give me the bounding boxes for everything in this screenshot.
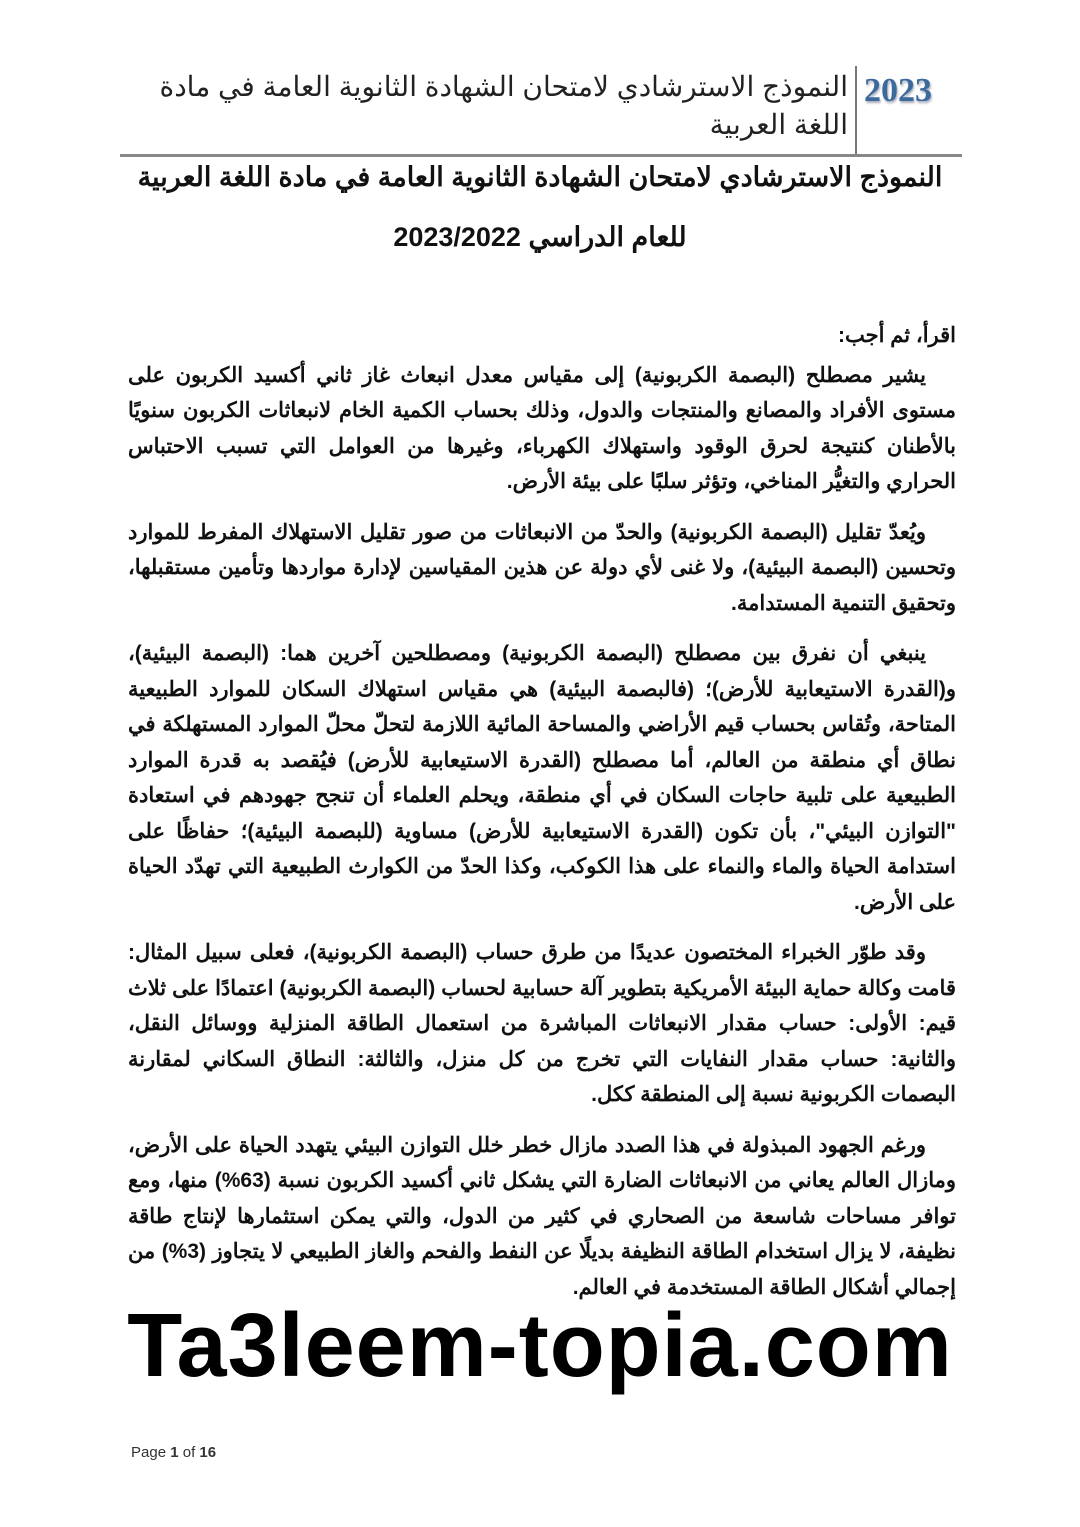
document-subtitle: للعام الدراسي 2023/2022 <box>393 222 687 252</box>
total-pages: 16 <box>199 1444 217 1461</box>
paragraph: يشير مصطلح (البصمة الكربونية) إلى مقياس معدل انبعاث غاز ثاني أكسيد الكربون على مستوى الأفراد والمصانع والمنتجات والدول، وذلك بحساب الكمية الخام لانبعاثات الكربون سنويًا بالأطنان كنتيجة لحرق الوقود واستهلاك الكهرباء، وغيرها من العوامل التي تسبب الاحتباس الحراري والتغيُّر المناخي، وتؤثر سلبًا على بيئة الأرض. <box>128 363 956 493</box>
header-divider <box>855 66 857 156</box>
header-year: 2023 <box>864 72 932 109</box>
paragraph: وقد طوّر الخبراء المختصون عديدًا من طرق حساب (البصمة الكربونية)، فعلى سبيل المثال: قامت وكالة حماية البيئة الأمريكية بتطوير آلة حسابية لحساب (البصمة الكربونية) اعتمادًا على ثلاث قيم: الأولى: حساب مقدار الانبعاثات المباشرة من استعمال الطاقة المنزلية ووسائل النقل، والثانية: حساب مقدار النفايات التي تخرج من كل منزل، والثالثة: النطاق السكاني لمقارنة البصمات الكربونية نسبة إلى المنطقة ككل. <box>128 941 956 1106</box>
of-label: of <box>182 1444 196 1461</box>
header-text: النموذج الاسترشادي لامتحان الشهادة الثانوية العامة في مادة اللغة العربية <box>159 71 848 140</box>
paragraph: ينبغي أن نفرق بين مصطلح (البصمة الكربونية) ومصطلحين آخرين هما: (البصمة البيئية)، و(القدرة الاستيعابية للأرض)؛ (فالبصمة البيئية) هي مقياس استهلاك السكان للموارد الطبيعية المتاحة، وتُقاس بحساب قيم الأراضي والمساحة المائية اللازمة لتحلّ محلّ الموارد المستهلكة في نطاق أي منطقة من العالم، أما مصطلح (القدرة الاستيعابية للأرض) فيُقصد به قدرة الموارد الطبيعية على تلبية حاجات السكان في أي منطقة، ويحلم العلماء أن تنجح جهودهم في استعادة "التوازن البيئي"، بأن تكون (القدرة الاستيعابية للأرض) مساوية (للبصمة البيئية)؛ حفاظًا على استدامة الحياة والماء والنماء على هذا الكوكب، وكذا الحدّ من الكوارث الطبيعية التي تهدّد الحياة على الأرض. <box>128 642 956 914</box>
paragraph: ورغم الجهود المبذولة في هذا الصدد مازال خطر خلل التوازن البيئي يتهدد الحياة على الأرض، ومازال العالم يعاني من الانبعاثات الضارة التي يشكل ثاني أكسيد الكربون نسبة (63%) منها، ومع توافر مساحات شاسعة من الصحاري في كثير من الدول، والتي يمكن استثمارها لإنتاج طاقة نظيفة، لا يزال استخدام الطاقة النظيفة بديلًا عن النفط والفحم والغاز الطبيعي لا يتجاوز (3%) من إجمالي أشكال الطاقة المستخدمة في العالم. <box>128 1133 956 1299</box>
page-label: Page <box>131 1444 167 1461</box>
current-page: 1 <box>170 1444 179 1461</box>
instruction: اقرأ، ثم أجب: <box>838 324 956 347</box>
page-number <box>131 1444 216 1461</box>
reading-passage <box>128 318 956 1320</box>
header-rule <box>120 154 962 157</box>
paragraph: ويُعدّ تقليل (البصمة الكربونية) والحدّ من الانبعاثات من صور تقليل الاستهلاك المفرط للموارد وتحسين (البصمة البيئية)، ولا غنى لأي دولة عن هذين المقياسين لإدارة مواردها وتأمين مستقبلها، وتحقيق التنمية المستدامة. <box>128 520 956 615</box>
watermark-text: Ta3leem-topia.com <box>127 1296 953 1396</box>
document-title: النموذج الاسترشادي لامتحان الشهادة الثانوية العامة في مادة اللغة العربية <box>137 162 943 192</box>
